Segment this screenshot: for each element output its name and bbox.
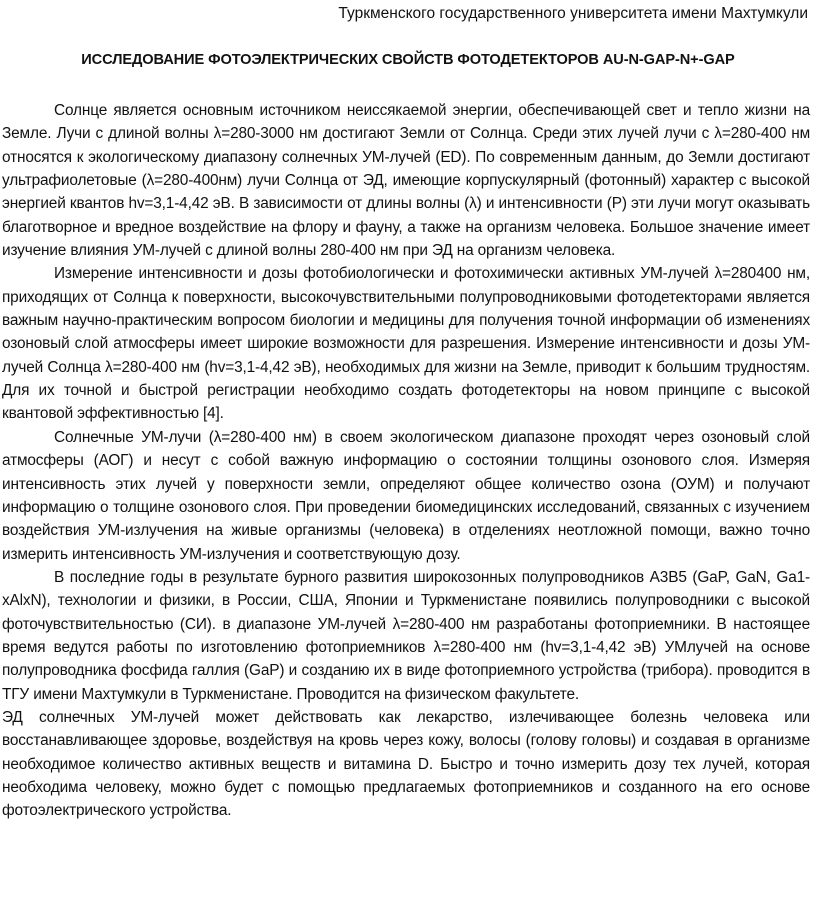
document-body <box>2 99 810 823</box>
document-title: ИССЛЕДОВАНИЕ ФОТОЭЛЕКТРИЧЕСКИХ СВОЙСТВ ФОТОДЕТЕКТОРОВ AU-N-GAP-N+-GAP <box>81 52 735 68</box>
paragraph-semiconductors: В последние годы в результате бурного развития широкозонных полупроводников А3В5 (GaP, GaN, Ga1-xAlxN), технологии и физики, в России, США, Японии и Туркменистане появились полупроводники с высокой фоточувствительностью (СИ). в диапазоне УМ-лучей λ=280-400 нм разработаны фотоприемники. В настоящее время ведутся работы по изготовлению фотоприемников λ=280-400 нм (hv=3,1-4,42 эВ) УМлучей на основе полупроводника фосфида галлия (GaP) и созданию их в виде фотоприемного устройства (трибора). проводится в ТГУ имени Махтумкули в Туркменистане. Проводится на физическом факультете. <box>2 568 810 703</box>
paragraph-intro: Солнце является основным источником неиссякаемой энергии, обеспечивающей свет и тепло жизни на Земле. Лучи с длиной волны λ=280-3000 нм достигают Земли от Солнца. Среди этих лучей лучи с λ=280-400 нм относятся к экологическому диапазону солнечных УМ-лучей (ED). По современным данным, до Земли достигают ультрафиолетовые (λ=280-400нм) лучи Солнца от ЭД, имеющие корпускулярный (фотонный) характер с высокой энергией квантов hv=3,1-4,42 эВ. В зависимости от длины волны (λ) и интенсивности (P) эти лучи могут оказывать благотворное и вредное воздействие на флору и фауну, а также на организм человека. Большое значение имеет изучение влияния УМ-лучей с длиной волны 280-400 нм при ЭД на организм человека. <box>2 102 810 260</box>
university-header: Туркменского государственного университета имени Махтумкули <box>338 5 808 22</box>
paragraph-measurement: Измерение интенсивности и дозы фотобиологически и фотохимически активных УМ-лучей λ=280400 нм, приходящих от Солнца к поверхности, высокочувствительными полупроводниковыми фотодетекторами является важным научно-практическим вопросом биологии и медицины для получения точной информации об изменениях озоновый слой атмосферы имеет широкие возможности для разрешения. Измерение интенсивности и дозы УМ-лучей Солнца λ=280-400 нм (hv=3,1-4,42 эВ), необходимых для жизни на Земле, приводит к большим трудностям. Для их точной и быстрой регистрации необходимо создать фотодетекторы на новом принципе с высокой квантовой эффективностью [4]. <box>2 265 810 423</box>
paragraph-ozone: Солнечные УМ-лучи (λ=280-400 нм) в своем экологическом диапазоне проходят через озоновый слой атмосферы (АОГ) и несут с собой важную информацию о состоянии толщины озонового слоя. Измеряя интенсивность этих лучей у поверхности земли, определяют общее количество озона (ОУМ) и получают информацию о толщине озонового слоя. При проведении биомедицинских исследований, связанных с изучением воздействия УМ-излучения на живые организмы (человека) в отделениях неотложной помощи, важно точно измерить интенсивность УМ-излучения и соответствующую дозу. <box>2 428 810 563</box>
paragraph-health: ЭД солнечных УМ-лучей может действовать как лекарство, излечивающее болезнь человека или восстанавливающее здоровье, воздействуя на кровь через кожу, волосы (голову головы) и создавая в организме необходимое количество активных веществ и витамина D. Быстро и точно измерить дозу тех лучей, которая необходима человеку, можно будет с помощью предлагаемых фотоприемников и созданного на его основе фотоэлектрического устройства. <box>2 708 810 820</box>
